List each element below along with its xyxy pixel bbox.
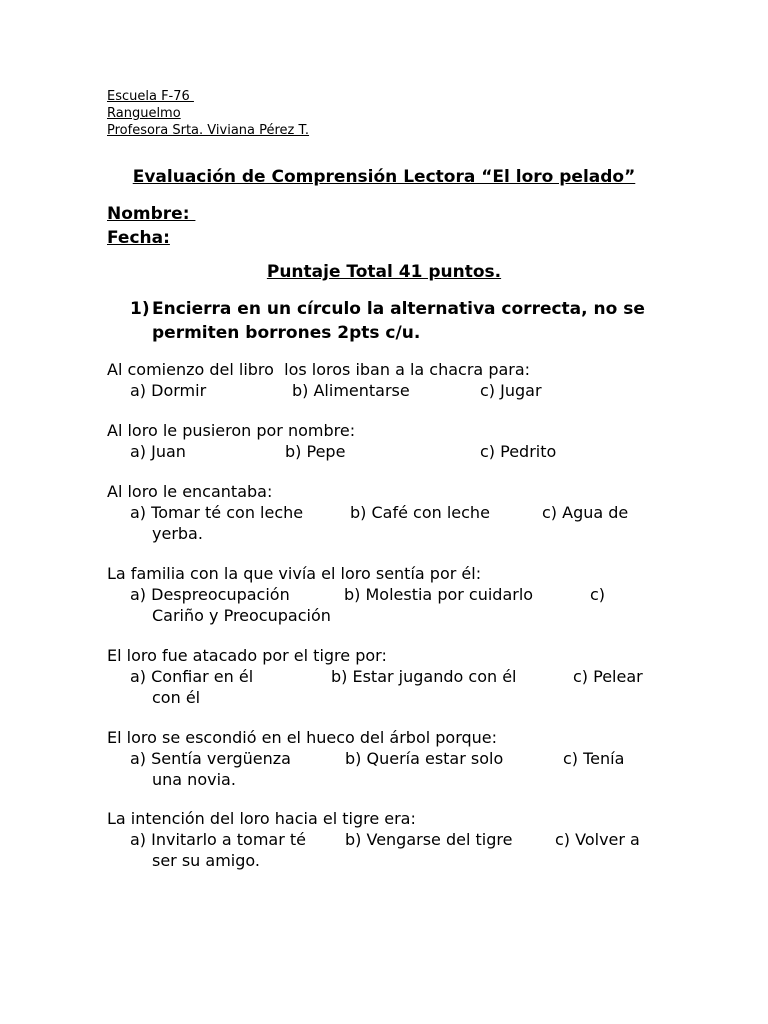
option-b: b) Café con leche <box>350 503 490 522</box>
question-2 <box>107 420 667 462</box>
option-a: a) Sentía vergüenza <box>130 749 291 768</box>
option-a: a) Juan <box>130 442 186 461</box>
option-b: b) Pepe <box>285 442 346 461</box>
question-stem: Al comienzo del libro los loros iban a la chacra para: <box>107 360 531 379</box>
question-4 <box>107 563 667 626</box>
question-1 <box>107 359 667 401</box>
question-stem: Al loro le pusieron por nombre: <box>107 421 356 440</box>
question-stem: El loro fue atacado por el tigre por: <box>107 646 387 665</box>
option-c: c) Volver a <box>555 830 640 849</box>
instruction-number: 1) <box>130 299 150 319</box>
question-6 <box>107 727 667 790</box>
name-field-label: Nombre: <box>107 204 196 224</box>
school-place: Ranguelmo <box>107 106 181 121</box>
option-continuation: ser su amigo. <box>152 851 260 870</box>
option-c: c) <box>590 585 606 604</box>
option-continuation: yerba. <box>152 524 203 543</box>
instruction-1 <box>130 297 670 345</box>
option-a: a) Confiar en él <box>130 667 254 686</box>
option-b: b) Alimentarse <box>292 381 410 400</box>
option-c: c) Agua de <box>542 503 629 522</box>
option-continuation: una novia. <box>152 770 236 789</box>
option-b: b) Molestia por cuidarlo <box>344 585 534 604</box>
question-7 <box>107 808 667 871</box>
question-stem: La intención del loro hacia el tigre era: <box>107 809 416 828</box>
question-stem: El loro se escondió en el hueco del árbol porque: <box>107 728 498 747</box>
option-continuation: con él <box>152 688 201 707</box>
document-header <box>107 88 309 139</box>
option-b: b) Estar jugando con él <box>331 667 517 686</box>
option-a: a) Invitarlo a tomar té <box>130 830 307 849</box>
option-b: b) Quería estar solo <box>345 749 504 768</box>
option-c: c) Pelear <box>573 667 643 686</box>
option-a: a) Tomar té con leche <box>130 503 304 522</box>
total-score: Puntaje Total 41 puntos. <box>266 262 502 282</box>
option-continuation: Cariño y Preocupación <box>152 606 331 625</box>
page-title: Evaluación de Comprensión Lectora “El loro pelado” <box>132 167 636 187</box>
option-c: c) Jugar <box>480 381 542 400</box>
teacher-name: Profesora Srta. Viviana Pérez T. <box>107 123 310 138</box>
question-5 <box>107 645 667 708</box>
option-a: a) Despreocupación <box>130 585 290 604</box>
school-name: Escuela F-76 <box>107 89 194 104</box>
option-c: c) Pedrito <box>480 442 557 461</box>
question-stem: Al loro le encantaba: <box>107 482 273 501</box>
question-stem: La familia con la que vivía el loro sentía por él: <box>107 564 482 583</box>
option-c: c) Tenía <box>563 749 625 768</box>
question-3 <box>107 481 667 544</box>
instruction-text: Encierra en un círculo la alternativa correcta, no se permiten borrones 2pts c/u. <box>152 299 645 343</box>
date-field-label: Fecha: <box>107 228 170 248</box>
option-b: b) Vengarse del tigre <box>345 830 513 849</box>
option-a: a) Dormir <box>130 381 207 400</box>
